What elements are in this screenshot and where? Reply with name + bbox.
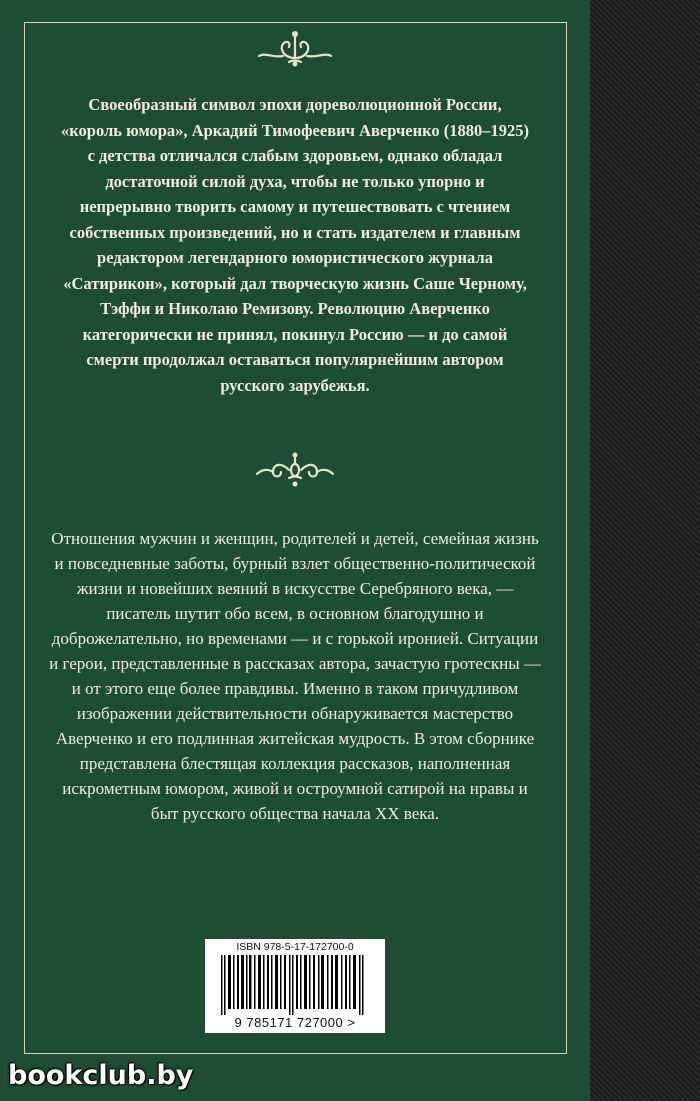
site-watermark: bookclub.by bbox=[8, 1060, 194, 1091]
barcode-icon bbox=[215, 955, 375, 1015]
top-ornament-icon bbox=[245, 28, 345, 68]
isbn-text: ISBN 978-5-17-172700-0 bbox=[236, 941, 354, 953]
author-description: Своеобразный символ эпохи дореволюционной России, «король юмора», Аркадий Тимофеевич Аверченко (1880–1925) с детства отличался слабым здоровьем, однако обладал достаточной силой духа, чтобы не только упорно и непрерывно творить самому и путешествовать с чтением собственных произведений, но и стать издателем и главным редактором легендарного юмористического журнала «Сатирикон», который дал творческую жизнь Саше Черному, Тэффи и Николаю Ремизову. Революцию Аверченко категорически не принял, покинул Россию — и до самой смерти продолжал оставаться популярнейшим автором русского зарубежья. bbox=[60, 95, 530, 395]
spine-edge bbox=[590, 0, 700, 1101]
barcode-label bbox=[205, 939, 385, 1033]
middle-ornament-icon bbox=[245, 450, 345, 490]
book-description: Отношения мужчин и женщин, родителей и детей, семейная жизнь и повседневные заботы, бурный взлет общественно-политической жизни и новейших веяний в искусстве Серебряного века, — писатель шутит обо всем, в основном благодушно и доброжелательно, но временами — и с горькой иронией. Ситуации и герои, представленные в рассказах автора, зачастую гротескны — и от этого еще более правдивы. Именно в таком причудливом изображении действительности обнаруживается мастерство Аверченко и его подлинная житейская мудрость. В этом сборнике представлена блестящая коллекция рассказов, наполненная искрометным юмором, живой и остроумной сатирой на нравы и быт русского общества начала XX века. bbox=[49, 529, 541, 823]
ean-digits: 9 785171 727000 > bbox=[234, 1015, 356, 1030]
